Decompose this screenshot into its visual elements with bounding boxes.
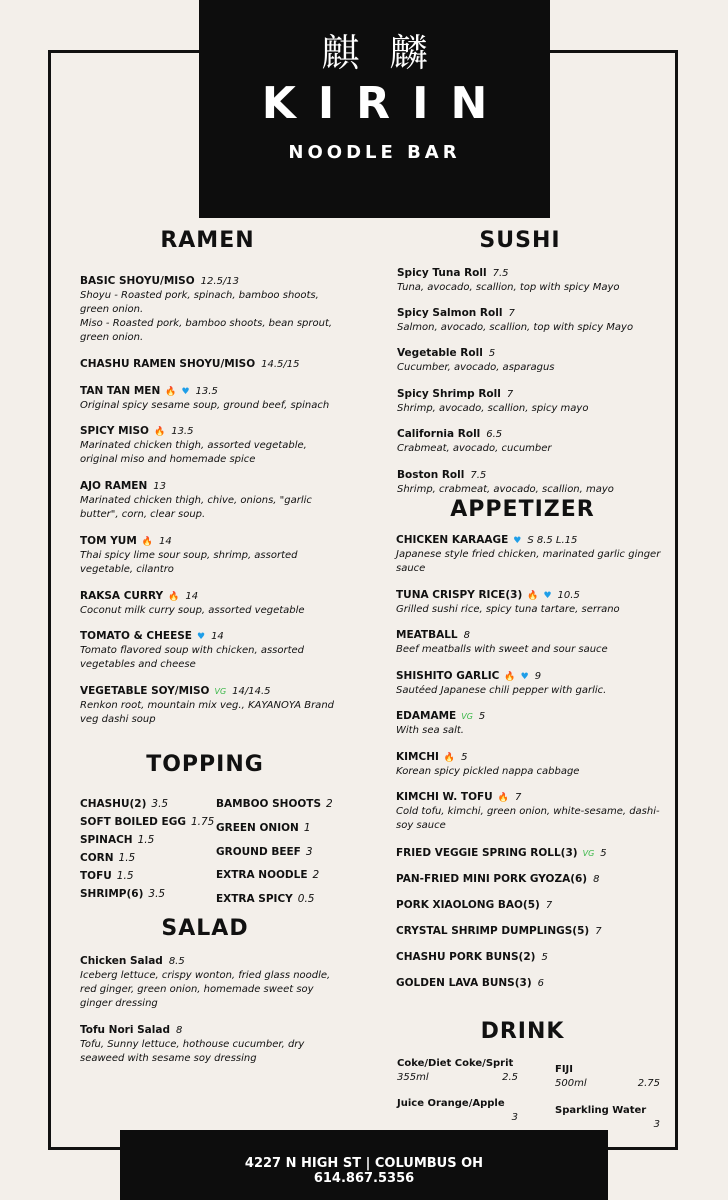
item-desc: Tofu, Sunny lettuce, hothouse cucumber, dry seaweed with sesame soy dressing	[80, 1039, 305, 1064]
item-price: 3	[653, 1119, 660, 1130]
menu-item	[397, 387, 657, 416]
spicy-icon: 🔥	[497, 793, 509, 803]
menu-item	[80, 684, 335, 727]
item-name: CHICKEN KARAAGE	[396, 534, 509, 546]
item-price: S 8.5 L.15	[527, 535, 578, 546]
item-name: CHASHU(2)	[80, 798, 147, 810]
item-price: 13.5	[195, 386, 218, 397]
menu-item	[396, 846, 661, 861]
item-name: TOM YUM	[80, 535, 137, 547]
item-desc: Original spicy sesame soup, ground beef, spinach	[80, 400, 330, 411]
item-desc: Grilled sushi rice, spicy tuna tartare, serrano	[396, 604, 620, 615]
item-desc: Japanese style fried chicken, marinated garlic ginger sauce	[396, 549, 661, 574]
item-desc: Sautéed Japanese chili pepper with garlic.	[396, 685, 607, 696]
item-desc: Coconut milk curry soup, assorted vegetable	[80, 605, 305, 616]
item-price: 7	[514, 792, 522, 803]
heart-icon: ♥	[520, 672, 529, 682]
topping-item	[216, 821, 311, 835]
item-name: Coke/Diet Coke/Sprit	[397, 1058, 514, 1069]
item-name: RAKSA CURRY	[80, 590, 164, 602]
item-name: KIMCHI W. TOFU	[396, 791, 493, 803]
brand-subtitle: NOODLE BAR	[288, 142, 461, 163]
section-title-topping: TOPPING	[146, 752, 264, 777]
menu-item	[80, 479, 335, 522]
item-price: 3.5	[148, 888, 166, 900]
item-price: 14/14.5	[232, 686, 271, 697]
item-size: 355ml	[397, 1072, 429, 1083]
vegan-icon: VG	[582, 849, 595, 858]
item-price: 7.5	[470, 470, 487, 481]
item-name: KIMCHI	[396, 751, 439, 763]
item-desc: Cold tofu, kimchi, green onion, white-sesame, dashi-soy sauce	[396, 806, 660, 831]
item-desc: Tuna, avocado, scallion, top with spicy Mayo	[397, 282, 620, 293]
item-desc: Iceberg lettuce, crispy wonton, fried glass noodle, red ginger, green onion, homemade sweet soy ginger dressing	[80, 970, 331, 1009]
topping-item	[80, 833, 154, 847]
topping-item	[216, 797, 333, 811]
section-title-salad: SALAD	[161, 916, 249, 941]
item-price: 14.5/15	[261, 359, 300, 370]
item-desc: Shrimp, crabmeat, avocado, scallion, mayo	[397, 484, 614, 495]
item-desc: Korean spicy pickled nappa cabbage	[396, 766, 580, 777]
item-price: 2	[326, 798, 333, 810]
item-name: PAN-FRIED MINI PORK GYOZA(6)	[396, 873, 588, 885]
item-desc: Cucumber, avocado, asparagus	[397, 362, 555, 373]
item-name: Spicy Shrimp Roll	[397, 388, 501, 400]
item-price: 2	[312, 869, 320, 881]
menu-item	[80, 274, 335, 345]
item-name: Sparkling Water	[555, 1105, 647, 1116]
menu-item	[396, 924, 661, 939]
item-name: Boston Roll	[397, 469, 465, 481]
item-price: 8	[593, 874, 600, 885]
item-name: Vegetable Roll	[397, 347, 483, 359]
item-price: 0.5	[297, 893, 315, 905]
item-price: 7	[508, 308, 515, 319]
section-title-drink: DRINK	[480, 1019, 565, 1044]
topping-item	[80, 797, 168, 811]
footer-phone: 614.867.5356	[313, 1171, 415, 1186]
item-price: 14	[159, 536, 172, 547]
menu-item	[80, 357, 335, 372]
menu-item	[397, 346, 657, 375]
spicy-icon: 🔥	[504, 672, 516, 682]
item-desc: With sea salt.	[396, 725, 464, 736]
menu-item	[397, 468, 657, 497]
item-name: FRIED VEGGIE SPRING ROLL(3)	[396, 847, 578, 859]
item-price: 8.5	[168, 956, 185, 967]
section-title-appetizer: APPETIZER	[450, 497, 595, 522]
topping-item	[216, 868, 319, 882]
menu-item	[397, 306, 657, 335]
menu-item	[397, 427, 657, 456]
menu-item	[396, 628, 661, 657]
item-price: 1.5	[116, 870, 134, 882]
item-name: Tofu Nori Salad	[80, 1024, 170, 1036]
menu-item	[396, 898, 661, 913]
item-name: BAMBOO SHOOTS	[216, 798, 322, 810]
item-price: 7	[545, 900, 553, 911]
drink-item	[397, 1057, 522, 1085]
item-price: 10.5	[557, 590, 580, 601]
spicy-icon: 🔥	[168, 592, 180, 602]
menu-item	[396, 872, 661, 887]
menu-item	[397, 266, 657, 295]
menu-item	[396, 709, 661, 738]
item-price: 1.75	[190, 816, 215, 828]
item-desc: Shrimp, avocado, scallion, spicy mayo	[397, 403, 589, 414]
logo-kanji: 麒麟	[321, 31, 458, 75]
item-desc: Renkon root, mountain mix veg., KAYANOYA Brand veg dashi soup	[80, 700, 334, 725]
item-name: SOFT BOILED EGG	[80, 816, 186, 828]
item-name: Juice Orange/Apple	[397, 1098, 505, 1109]
footer-address: 4227 N HIGH ST | COLUMBUS OH	[244, 1156, 484, 1171]
item-price: 13.5	[171, 426, 194, 437]
item-price: 5	[600, 848, 607, 859]
menu-item	[80, 589, 335, 618]
item-name: TUNA CRISPY RICE(3)	[396, 589, 523, 601]
topping-item	[80, 815, 214, 829]
item-name: TAN TAN MEN	[80, 385, 161, 397]
menu-item	[396, 790, 661, 833]
header-banner	[199, 0, 550, 218]
item-name: CHASHU PORK BUNS(2)	[396, 951, 536, 963]
item-name: AJO RAMEN	[80, 480, 148, 492]
heart-icon: ♥	[513, 536, 522, 546]
item-name: PORK XIAOLONG BAO(5)	[396, 899, 540, 911]
item-name: MEATBALL	[396, 629, 458, 641]
item-price: 2.5	[502, 1072, 518, 1083]
menu-item	[396, 588, 661, 617]
item-desc: Crabmeat, avocado, cucumber	[397, 443, 552, 454]
menu-item	[80, 954, 335, 1011]
item-price: 6	[537, 978, 545, 989]
item-name: GREEN ONION	[216, 822, 299, 834]
topping-item	[216, 892, 314, 906]
item-desc: Thai spicy lime sour soup, shrimp, assorted vegetable, cilantro	[80, 550, 298, 575]
item-name: EXTRA NOODLE	[216, 869, 308, 881]
spicy-icon: 🔥	[165, 387, 177, 397]
item-price: 14	[185, 591, 199, 602]
item-price: 7.5	[492, 268, 509, 279]
item-price: 8	[175, 1025, 183, 1036]
item-name: EXTRA SPICY	[216, 893, 293, 905]
item-desc: Marinated chicken thigh, assorted vegetable, original miso and homemade spice	[80, 440, 307, 465]
section-title-ramen: RAMEN	[160, 228, 255, 253]
item-name: CHASHU RAMEN SHOYU/MISO	[80, 358, 256, 370]
vegan-icon: VG	[461, 712, 473, 721]
item-name: CORN	[80, 852, 114, 864]
item-price: 3	[305, 846, 313, 858]
item-name: SHRIMP(6)	[80, 888, 144, 900]
item-price: 14	[211, 631, 224, 642]
item-desc: Marinated chicken thigh, chive, onions, "garlic butter", corn, clear soup.	[80, 495, 312, 520]
item-price: 12.5/13	[200, 276, 240, 287]
spicy-icon: 🔥	[527, 591, 539, 601]
item-price: 13	[153, 481, 166, 492]
brand-name: KIRIN	[261, 78, 510, 129]
item-desc: Tomato flavored soup with chicken, assorted vegetables and cheese	[80, 645, 305, 670]
item-price: 5	[461, 752, 468, 763]
item-price: 5	[488, 348, 496, 359]
menu-item	[396, 976, 661, 991]
section-title-sushi: SUSHI	[479, 228, 561, 253]
item-price: 1	[303, 822, 311, 834]
heart-icon: ♥	[543, 591, 552, 601]
item-name: CRYSTAL SHRIMP DUMPLINGS(5)	[396, 925, 590, 937]
spicy-icon: 🔥	[141, 537, 153, 547]
item-price: 5	[478, 711, 486, 722]
item-name: California Roll	[397, 428, 481, 440]
item-name: Spicy Tuna Roll	[397, 267, 487, 279]
drink-item	[555, 1063, 660, 1091]
topping-item	[216, 845, 313, 859]
menu-item	[80, 534, 335, 577]
drink-item	[555, 1104, 660, 1130]
item-desc: Salmon, avocado, scallion, top with spicy Mayo	[397, 322, 634, 333]
item-name: EDAMAME	[396, 710, 457, 722]
spicy-icon: 🔥	[153, 427, 166, 437]
item-name: BASIC SHOYU/MISO	[80, 275, 195, 287]
item-price: 2.75	[637, 1078, 660, 1089]
menu-item	[80, 629, 335, 672]
topping-item	[80, 887, 165, 901]
menu-item	[396, 533, 661, 576]
item-name: TOMATO & CHEESE	[80, 630, 192, 642]
footer-banner	[120, 1130, 608, 1200]
item-name: Chicken Salad	[80, 955, 163, 967]
item-desc: Beef meatballs with sweet and sour sauce	[396, 644, 608, 655]
item-price: 3.5	[151, 798, 169, 810]
item-price: 7	[506, 389, 514, 400]
item-name: FIJI	[555, 1064, 573, 1075]
menu-item	[396, 669, 661, 698]
item-price: 1.5	[137, 834, 155, 846]
item-price: 3	[511, 1112, 518, 1123]
item-name: TOFU	[80, 870, 112, 882]
spicy-icon: 🔥	[443, 753, 456, 763]
vegan-icon: VG	[214, 687, 227, 696]
item-price: 5	[541, 952, 548, 963]
item-name: Spicy Salmon Roll	[397, 307, 503, 319]
item-price: 1.5	[118, 852, 136, 864]
item-size: 500ml	[555, 1078, 587, 1089]
item-desc: Shoyu - Roasted pork, spinach, bamboo shoots, green onion.	[80, 290, 319, 315]
menu-item	[396, 950, 661, 965]
item-price: 6.5	[486, 429, 503, 440]
menu-item	[396, 750, 661, 779]
heart-icon: ♥	[181, 387, 190, 397]
topping-item	[80, 851, 135, 865]
item-name: SHISHITO GARLIC	[396, 670, 500, 682]
menu-item	[80, 1023, 335, 1066]
menu-item	[80, 424, 335, 467]
topping-item	[80, 869, 134, 883]
item-name: SPINACH	[80, 834, 133, 846]
item-name: GOLDEN LAVA BUNS(3)	[396, 977, 532, 989]
item-price: 8	[463, 630, 470, 641]
item-name: SPICY MISO	[80, 425, 149, 437]
item-price: 9	[534, 671, 542, 682]
item-name: GROUND BEEF	[216, 846, 301, 858]
item-desc: Miso - Roasted pork, bamboo shoots, bean sprout, green onion.	[80, 318, 333, 343]
heart-icon: ♥	[196, 632, 206, 642]
item-name: VEGETABLE SOY/MISO	[80, 685, 210, 697]
item-price: 7	[595, 926, 602, 937]
menu-item	[80, 384, 335, 413]
drink-item	[397, 1097, 522, 1123]
